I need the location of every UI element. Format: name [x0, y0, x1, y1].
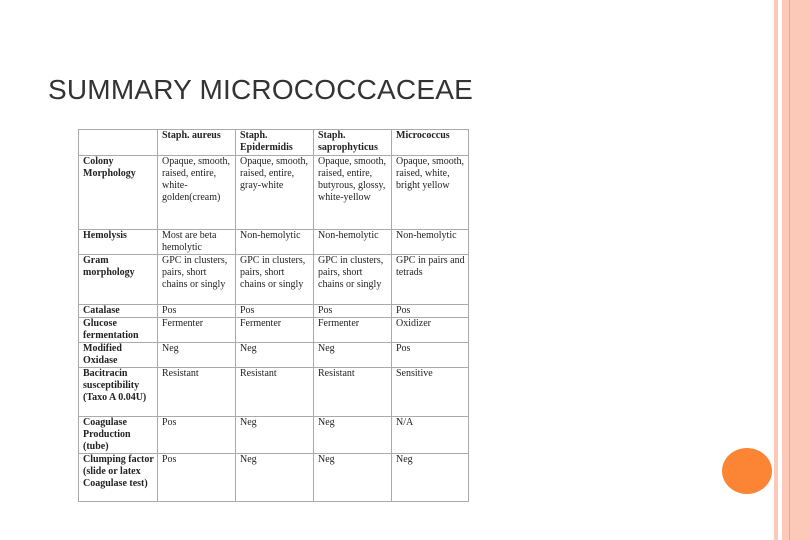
table-cell: Oxidizer — [392, 318, 469, 343]
table-cell: Neg — [314, 454, 392, 502]
table-cell: Neg — [236, 454, 314, 502]
table-cell: Non-hemolytic — [392, 230, 469, 255]
table-cell: Pos — [392, 343, 469, 368]
table-cell: GPC in clusters, pairs, short chains or singly — [158, 255, 236, 305]
column-header: Micrococcus — [392, 130, 469, 156]
table-cell: Pos — [158, 305, 236, 318]
decorative-line — [789, 0, 790, 540]
table-cell: Neg — [392, 454, 469, 502]
row-label: Hemolysis — [79, 230, 158, 255]
table-header-row — [79, 130, 469, 156]
decorative-circle — [722, 448, 772, 494]
column-header: Staph. aureus — [158, 130, 236, 156]
row-label: Gram morphology — [79, 255, 158, 305]
table-cell: Pos — [392, 305, 469, 318]
table-cell: Fermenter — [314, 318, 392, 343]
row-label: Bacitracin susceptibility (Taxo A 0.04U) — [79, 368, 158, 417]
table-cell: Pos — [158, 454, 236, 502]
table-cell: Opaque, smooth, raised, entire, white-golden(cream) — [158, 156, 236, 230]
table-cell: Opaque, smooth, raised, entire, butyrous, glossy, white-yellow — [314, 156, 392, 230]
table-row — [79, 305, 469, 318]
table-cell: Resistant — [236, 368, 314, 417]
table-cell: Most are beta hemolytic — [158, 230, 236, 255]
row-label: Modified Oxidase — [79, 343, 158, 368]
table-cell: Fermenter — [158, 318, 236, 343]
table-cell: Resistant — [314, 368, 392, 417]
table-cell: Pos — [158, 417, 236, 454]
table-cell: Resistant — [158, 368, 236, 417]
slide-title: SUMMARY MICROCOCCACEAE — [48, 74, 473, 105]
decorative-stripe — [774, 0, 778, 540]
table-cell: Neg — [314, 417, 392, 454]
table-cell: Sensitive — [392, 368, 469, 417]
table-row — [79, 230, 469, 255]
table-cell: GPC in pairs and tetrads — [392, 255, 469, 305]
table-cell: GPC in clusters, pairs, short chains or singly — [314, 255, 392, 305]
table-cell: Fermenter — [236, 318, 314, 343]
table-cell: Neg — [314, 343, 392, 368]
comparison-table — [78, 129, 469, 502]
column-header: Staph. saprophyticus — [314, 130, 392, 156]
row-label: Glucose fermentation — [79, 318, 158, 343]
row-label: Clumping factor (slide or latex Coagulase test) — [79, 454, 158, 502]
table-cell: Opaque, smooth, raised, white, bright yellow — [392, 156, 469, 230]
table-cell: N/A — [392, 417, 469, 454]
column-header: Staph. Epidermidis — [236, 130, 314, 156]
table-row — [79, 255, 469, 305]
column-header — [79, 130, 158, 156]
table-row — [79, 417, 469, 454]
table-cell: Non-hemolytic — [314, 230, 392, 255]
table-cell: Neg — [236, 343, 314, 368]
decorative-border-band — [782, 0, 810, 540]
table-row — [79, 454, 469, 502]
table-cell: Opaque, smooth, raised, entire, gray-white — [236, 156, 314, 230]
table-cell: Non-hemolytic — [236, 230, 314, 255]
table-row — [79, 318, 469, 343]
row-label: Colony Morphology — [79, 156, 158, 230]
table-cell: Neg — [158, 343, 236, 368]
table-row — [79, 343, 469, 368]
table-cell: GPC in clusters, pairs, short chains or singly — [236, 255, 314, 305]
row-label: Catalase — [79, 305, 158, 318]
table-cell: Pos — [236, 305, 314, 318]
row-label: Coagulase Production (tube) — [79, 417, 158, 454]
table-row — [79, 368, 469, 417]
table-row — [79, 156, 469, 230]
table-cell: Pos — [314, 305, 392, 318]
table-cell: Neg — [236, 417, 314, 454]
